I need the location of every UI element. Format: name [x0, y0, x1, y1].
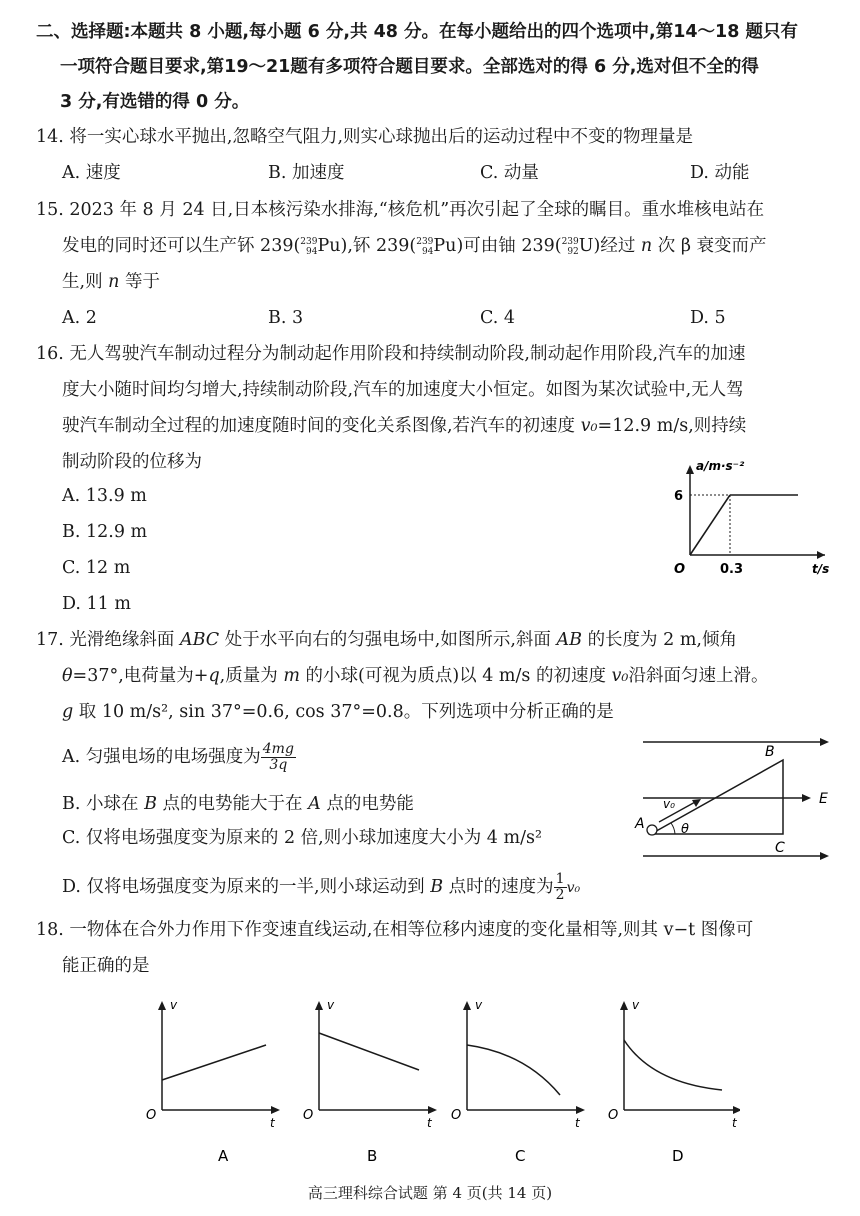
svg-text:O: O: [303, 1108, 314, 1123]
q17-option-b: B. 小球在 B 点的电势能大于在 A 点的电势能: [62, 794, 414, 814]
q16-option-c: C. 12 m: [62, 558, 131, 578]
q16-option-d: D. 11 m: [62, 594, 131, 614]
page-footer: 高三理科综合试题 第 4 页(共 14 页): [307, 1184, 553, 1202]
q18-line1: 18. 一物体在合外力作用下作变速直线运动,在相等位移内速度的变化量相等,则其 v−t 图像可: [36, 920, 754, 940]
q15-option-a: A. 2: [62, 308, 97, 328]
q17-line1: 17. 光滑绝缘斜面 ABC 处于水平向右的匀强电场中,如图所示,斜面 AB 的长度为 2 m,倾角: [36, 630, 737, 650]
q18-line2: 能正确的是: [62, 956, 150, 976]
graph-d-curve: [624, 1040, 722, 1090]
q15-option-d: D. 5: [690, 308, 726, 328]
q14-stem: 14. 将一实心球水平抛出,忽略空气阻力,则实心球抛出后的运动过程中不变的物理量是: [36, 127, 694, 147]
q17-option-c: C. 仅将电场强度变为原来的 2 倍,则小球加速度大小为 4 m/s²: [62, 828, 542, 848]
q17-line2: θ=37°,电荷量为+q,质量为 m 的小球(可视为质点)以 4 m/s 的初速度 v₀沿斜面匀速上滑。: [62, 666, 769, 686]
svg-text:v: v: [632, 998, 640, 1012]
svg-text:t: t: [270, 1116, 275, 1130]
q16-option-a: A. 13.9 m: [62, 486, 147, 506]
y-tick: 6: [674, 489, 684, 504]
q17-incline-figure: [615, 730, 840, 870]
graph-d-label: D: [672, 1147, 684, 1165]
q15-line3: 生,则 n 等于: [62, 272, 161, 292]
q14-option-b: B. 加速度: [268, 163, 345, 183]
q14-option-a: A. 速度: [62, 163, 121, 183]
svg-text:v: v: [170, 998, 178, 1012]
svg-text:t: t: [427, 1116, 432, 1130]
graph-c-label: C: [515, 1147, 526, 1165]
label-theta: θ: [681, 822, 689, 837]
graph-c: [451, 998, 585, 1165]
label-v0: v₀: [663, 797, 675, 811]
q16-line3: 驶汽车制动全过程的加速度随时间的变化关系图像,若汽车的初速度 v₀=12.9 m/s,则持续: [62, 416, 747, 436]
svg-text:O: O: [451, 1108, 462, 1123]
label-a: A: [635, 816, 645, 832]
q15-line2: 发电的同时还可以生产钚 239( 239 94 Pu),钚 239( 239 94 Pu)可由铀 239( 239 92 U)经过 n 次 β 衰变而产: [62, 236, 767, 257]
graph-d: [608, 998, 740, 1165]
graph-b-label: B: [367, 1147, 378, 1165]
q18-vt-graphs: [140, 995, 740, 1170]
origin-label: O: [674, 562, 686, 577]
q17-line3: g 取 10 m/s², sin 37°=0.6, cos 37°=0.8。下列选项中分析正确的是: [62, 702, 614, 722]
ramp-segment: [690, 495, 730, 555]
q14-option-c: C. 动量: [480, 163, 539, 183]
q15-line1: 15. 2023 年 8 月 24 日,日本核污染水排海,“核危机”再次引起了全球的瞩目。重水堆核电站在: [36, 200, 765, 220]
section-header-line2: 一项符合题目要求,第19～21题有多项符合题目要求。全部选对的得 6 分,选对但不全的得: [60, 57, 759, 77]
graph-b-curve: [319, 1033, 419, 1070]
svg-text:v: v: [475, 998, 483, 1012]
x-axis-arrow: [817, 551, 825, 559]
q16-option-b: B. 12.9 m: [62, 522, 148, 542]
svg-text:O: O: [146, 1108, 157, 1123]
label-b: B: [765, 744, 775, 760]
y-label: a/m·s⁻²: [696, 459, 745, 473]
q15-option-b: B. 3: [268, 308, 304, 328]
q17-option-d: D. 仅将电场强度变为原来的一半,则小球运动到 B 点时的速度为 $\frac{1}{2}$ v₀: [62, 871, 581, 903]
q16-line4: 制动阶段的位移为: [62, 452, 202, 472]
section-header-line3: 3 分,有选错的得 0 分。: [60, 92, 250, 112]
graph-b: [303, 998, 437, 1165]
section-header-line1: 二、选择题:本题共 8 小题,每小题 6 分,共 48 分。在每小题给出的四个选项中,第14～18 题只有: [36, 22, 798, 42]
q14-option-d: D. 动能: [690, 163, 750, 183]
svg-text:O: O: [608, 1108, 619, 1123]
label-c: C: [775, 840, 785, 856]
q15-option-c: C. 4: [480, 308, 516, 328]
graph-c-curve: [467, 1045, 560, 1095]
q16-line2: 度大小随时间均匀增大,持续制动阶段,汽车的加速度大小恒定。如图为某次试验中,无人驾: [62, 380, 744, 400]
q16-acceleration-graph: [660, 455, 840, 585]
ball: [647, 825, 657, 835]
y-axis-arrow: [686, 465, 694, 474]
graph-a: [146, 998, 280, 1165]
x-tick: 0.3: [720, 562, 744, 577]
q16-line1: 16. 无人驾驶汽车制动过程分为制动起作用阶段和持续制动阶段,制动起作用阶段,汽车的加速: [36, 344, 746, 364]
q17-option-a: A. 匀强电场的电场强度为 $\frac{4mg}{3q}$: [62, 741, 294, 773]
x-label: t/s: [812, 562, 830, 576]
svg-text:t: t: [575, 1116, 580, 1130]
graph-a-label: A: [218, 1147, 229, 1165]
graph-a-curve: [162, 1045, 266, 1080]
svg-text:v: v: [327, 998, 335, 1012]
svg-text:t: t: [732, 1116, 737, 1130]
label-e: E: [819, 791, 828, 807]
